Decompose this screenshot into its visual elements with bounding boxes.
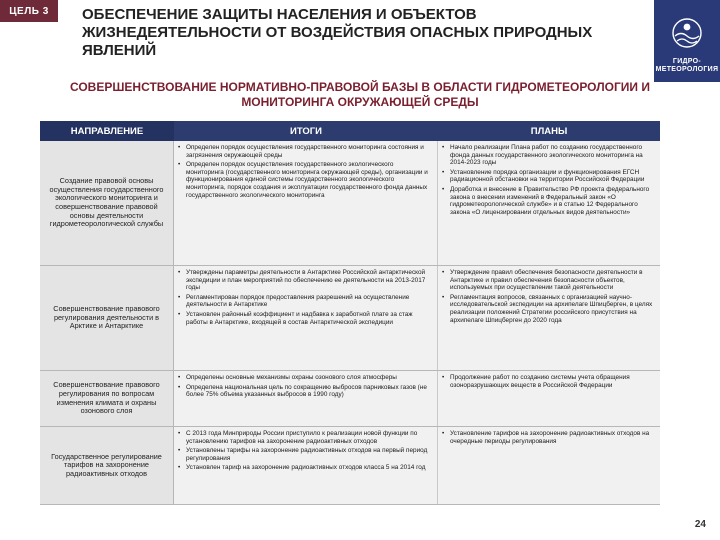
list-item: • Установлены тарифы на захоронение радиоактивных отходов на первый период регулирования (178, 447, 431, 462)
table-row (40, 371, 660, 427)
list-item: • Определен порядок осуществления государственного экологического мониторинга (государственного мониторинга окружающей среды), организации и функционирования единой системы государственного экологического мониторинга, порядок создания и эксплуатации государственного фонда данных государственного экологического мониторинга (178, 161, 431, 199)
section-subtitle: СОВЕРШЕНСТВОВАНИЕ НОРМАТИВНО-ПРАВОВОЙ БАЗЫ В ОБЛАСТИ ГИДРОМЕТЕОРОЛОГИИ И МОНИТОРИНГА ОКРУЖАЮЩЕЙ СРЕДЫ (69, 80, 650, 109)
direction-cell: Создание правовой основы осуществления государственного экологического мониторинга и совершенствование правовой основы деятельности гидрометеорологической службы (40, 141, 174, 265)
table-row (40, 427, 660, 505)
plans-cell (438, 141, 660, 265)
plans-cell (438, 371, 660, 426)
list-item: • Определен порядок осуществления государственного мониторинга состояния и загрязнения окружающей среды (178, 144, 431, 159)
list-item: • Установление порядка организации и функционирования ЕГСН радиационной обстановки на территории Российской Федерации (442, 169, 654, 184)
header-direction: НАПРАВЛЕНИЕ (40, 121, 174, 141)
results-cell (174, 141, 438, 265)
table-row (40, 266, 660, 371)
plans-cell (438, 427, 660, 504)
list-item: • Начало реализации Плана работ по созданию государственного фонда данных государственного экологического мониторинга на 2014-2023 годы (442, 144, 654, 167)
table-row (40, 141, 660, 266)
goal-badge: ЦЕЛЬ 3 (0, 0, 58, 22)
header-results: ИТОГИ (174, 121, 438, 141)
logo-text-line1: ГИДРО- (672, 58, 702, 65)
list-item: • Утверждение правил обеспечения безопасности деятельности в Антарктике и правил обеспечения безопасности объектов, используемых при осуществлении такой деятельности (442, 269, 654, 292)
list-item: • Определены основные механизмы охраны озонового слоя атмосферы (178, 374, 431, 382)
logo (654, 0, 720, 82)
directions-table (40, 121, 660, 505)
results-cell (174, 427, 438, 504)
hydrometeorology-emblem-icon (670, 16, 704, 50)
list-item: • Утверждены параметры деятельности в Антарктике Российской антарктической экспедиции и план мероприятий по обеспечению ее деятельности на 2013-2017 годы (178, 269, 431, 292)
list-item: • С 2013 года Минприроды России приступило к реализации новой функции по установлению тарифов на захоронение радиоактивных отходов (178, 430, 431, 445)
list-item: • Определена национальная цель по сокращению выбросов парниковых газов (не более 75% объема указанных выбросов в 1990 году) (178, 384, 431, 399)
list-item: • Продолжение работ по созданию системы учета обращения озоноразрушающих веществ в Российской Федерации (442, 374, 654, 389)
list-item: • Установлен тариф на захоронение радиоактивных отходов класса 5 на 2014 год (178, 464, 431, 472)
list-item: • Регламентирован порядок предоставления разрешений на осуществление деятельности в Антарктике (178, 294, 431, 309)
list-item: • Доработка и внесение в Правительство РФ проекта федерального закона о внесении изменений в Федеральный закон «О гидрометеорологической службе» и в статью 12 Федерального закона «О лицензировании отдельных видов деятельности» (442, 186, 654, 216)
results-cell (174, 371, 438, 426)
results-cell (174, 266, 438, 370)
logo-text-line2: МЕТЕОРОЛОГИЯ (655, 66, 719, 73)
page-title: ОБЕСПЕЧЕНИЕ ЗАЩИТЫ НАСЕЛЕНИЯ И ОБЪЕКТОВ ЖИЗНЕДЕЯТЕЛЬНОСТИ ОТ ВОЗДЕЙСТВИЯ ОПАСНЫХ ПРИРОДНЫХ ЯВЛЕНИЙ (82, 6, 593, 59)
page-number: 24 (694, 519, 706, 530)
direction-cell: Совершенствование правового регулирования деятельности в Арктике и Антарктике (40, 266, 174, 370)
direction-cell: Государственное регулирование тарифов на захоронение радиоактивных отходов (40, 427, 174, 504)
list-item: • Установлен районный коэффициент и надбавка к заработной плате за стаж работы в Антарктике, входящей в состав Антарктической экспедиции (178, 311, 431, 326)
list-item: • Установление тарифов на захоронение радиоактивных отходов на очередные периоды регулирования (442, 430, 654, 445)
list-item: • Регламентация вопросов, связанных с организацией научно-исследовательской экспедиции на архипелаге Шпицберген, в целях реализации положений Стратегии российского присутствия на архипелаге Шпицберген до 2020 года (442, 294, 654, 324)
direction-cell: Совершенствование правового регулирования по вопросам изменения климата и охраны озонового слоя (40, 371, 174, 426)
plans-cell (438, 266, 660, 370)
header-plans: ПЛАНЫ (438, 121, 660, 141)
table-header (40, 121, 660, 141)
